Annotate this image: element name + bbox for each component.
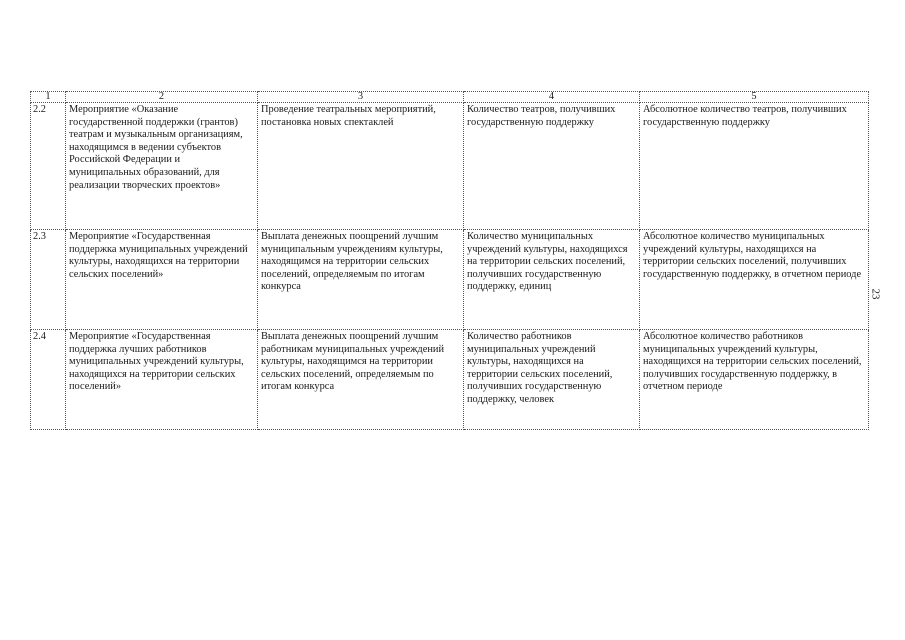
measure-cell: Мероприятие «Государственная поддержка муниципальных учреждений культуры, находящихся на территории сельских поселений» (66, 230, 258, 330)
action-cell: Выплата денежных поощрений лучшим работникам муниципальных учреждений культуры, находящимся на территории сельских поселений, определяемым по итогам конкурса (258, 330, 464, 430)
row-number: 2.2 (31, 103, 66, 230)
table-row (31, 230, 869, 330)
indicator-cell: Количество театров, получивших государственную поддержку (464, 103, 640, 230)
row-number: 2.3 (31, 230, 66, 330)
measures-table (30, 91, 869, 430)
header-cell-5: 5 (640, 92, 869, 103)
definition-cell: Абсолютное количество муниципальных учреждений культуры, находящихся на территории сельских поселений, получивших государственную поддержку, в отчетном периоде (640, 230, 869, 330)
action-cell: Проведение театральных мероприятий, постановка новых спектаклей (258, 103, 464, 230)
table-header-row (31, 92, 869, 103)
measure-cell: Мероприятие «Государственная поддержка лучших работников муниципальных учреждений культуры, находящихся на территории сельских поселений» (66, 330, 258, 430)
header-cell-2: 2 (66, 92, 258, 103)
indicator-cell: Количество муниципальных учреждений культуры, находящихся на территории сельских поселений, получивших государственную поддержку, единиц (464, 230, 640, 330)
header-cell-3: 3 (258, 92, 464, 103)
definition-cell: Абсолютное количество театров, получивших государственную поддержку (640, 103, 869, 230)
definition-cell: Абсолютное количество работников муниципальных учреждений культуры, находящихся на территории сельских поселений, получивших государственную поддержку, в отчетном периоде (640, 330, 869, 430)
header-cell-1: 1 (31, 92, 66, 103)
action-cell: Выплата денежных поощрений лучшим муниципальным учреждениям культуры, находящимся на территории сельских поселений, определяемым по итогам конкурса (258, 230, 464, 330)
table-row (31, 103, 869, 230)
row-number: 2.4 (31, 330, 66, 430)
header-cell-4: 4 (464, 92, 640, 103)
table-row (31, 330, 869, 430)
indicator-cell: Количество работников муниципальных учреждений культуры, находящихся на территории сельских поселений, получивших государственную поддержку, человек (464, 330, 640, 430)
page-number: 23 (869, 288, 882, 300)
measure-cell: Мероприятие «Оказание государственной поддержки (грантов) театрам и музыкальным организациям, находящимся в ведении субъектов Российской Федерации и муниципальных образований, для реализации творческих проектов» (66, 103, 258, 230)
